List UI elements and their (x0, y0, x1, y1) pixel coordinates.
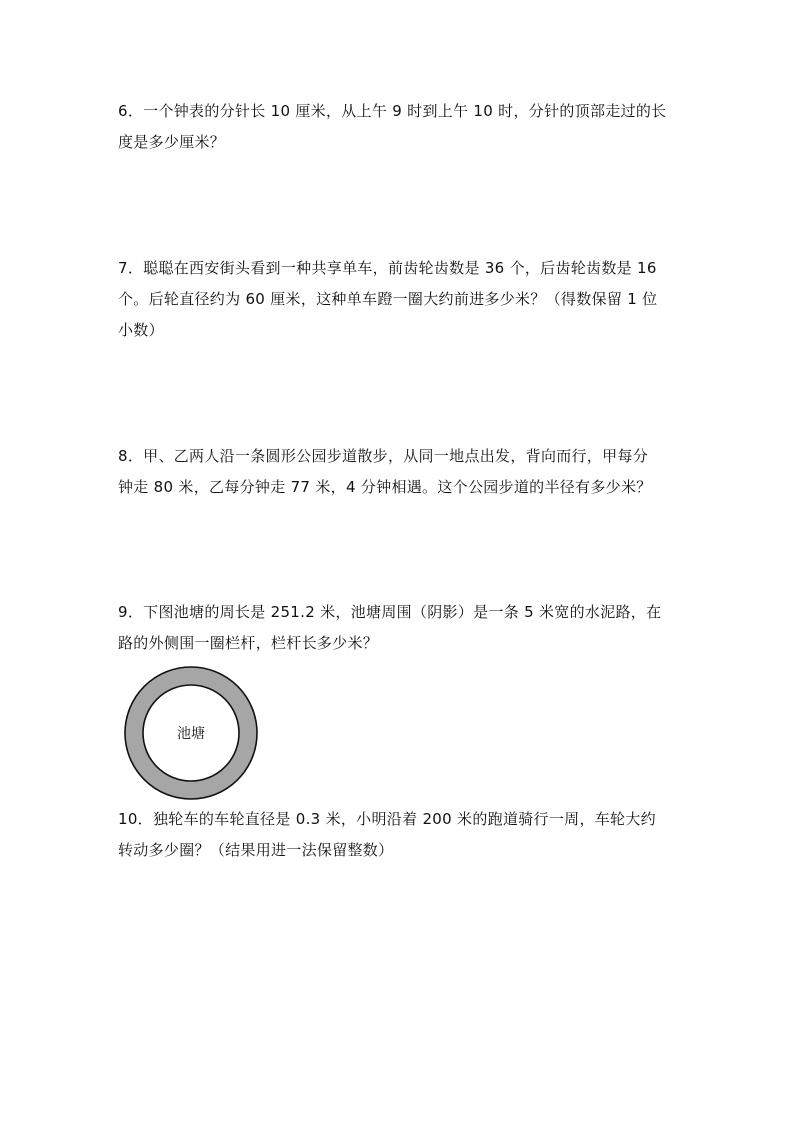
question-7-line-2: 个。后轮直径约为 60 厘米，这种单车蹬一圈大约前进多少米？（得数保留 1 位 (118, 290, 658, 308)
question-8-line-1: 8．甲、乙两人沿一条圆形公园步道散步，从同一地点出发，背向而行，甲每分 (118, 447, 649, 465)
question-10-line-2: 转动多少圈？（结果用进一法保留整数） (118, 841, 394, 859)
question-8-line-2: 钟走 80 米，乙每分钟走 77 米，4 分钟相遇。这个公园步道的半径有多少米？ (118, 478, 652, 496)
question-8 (118, 441, 678, 503)
question-9-line-1: 9．下图池塘的周长是 251.2 米，池塘周围（阴影）是一条 5 米宽的水泥路，在 (118, 603, 662, 621)
question-7-line-3: 小数） (118, 321, 164, 339)
question-6-line-2: 度是多少厘米？ (118, 133, 226, 151)
question-7 (118, 253, 678, 346)
question-9-line-2: 路的外侧围一圈栏杆，栏杆长多少米？ (118, 634, 379, 652)
question-7-line-1: 7．聪聪在西安街头看到一种共享单车，前齿轮齿数是 36 个，后齿轮齿数是 16 (118, 259, 657, 277)
question-9 (118, 597, 678, 659)
pond-label: 池塘 (177, 726, 205, 742)
question-6-line-1: 6．一个钟表的分针长 10 厘米，从上午 9 时到上午 10 时，分针的顶部走过的长 (118, 102, 667, 120)
pond-ring-svg (123, 665, 259, 801)
question-6 (118, 96, 678, 158)
pond-ring-figure (123, 665, 259, 801)
question-10-line-1: 10．独轮车的车轮直径是 0.3 米，小明沿着 200 米的跑道骑行一周，车轮大约 (118, 810, 656, 828)
question-10 (118, 804, 678, 866)
